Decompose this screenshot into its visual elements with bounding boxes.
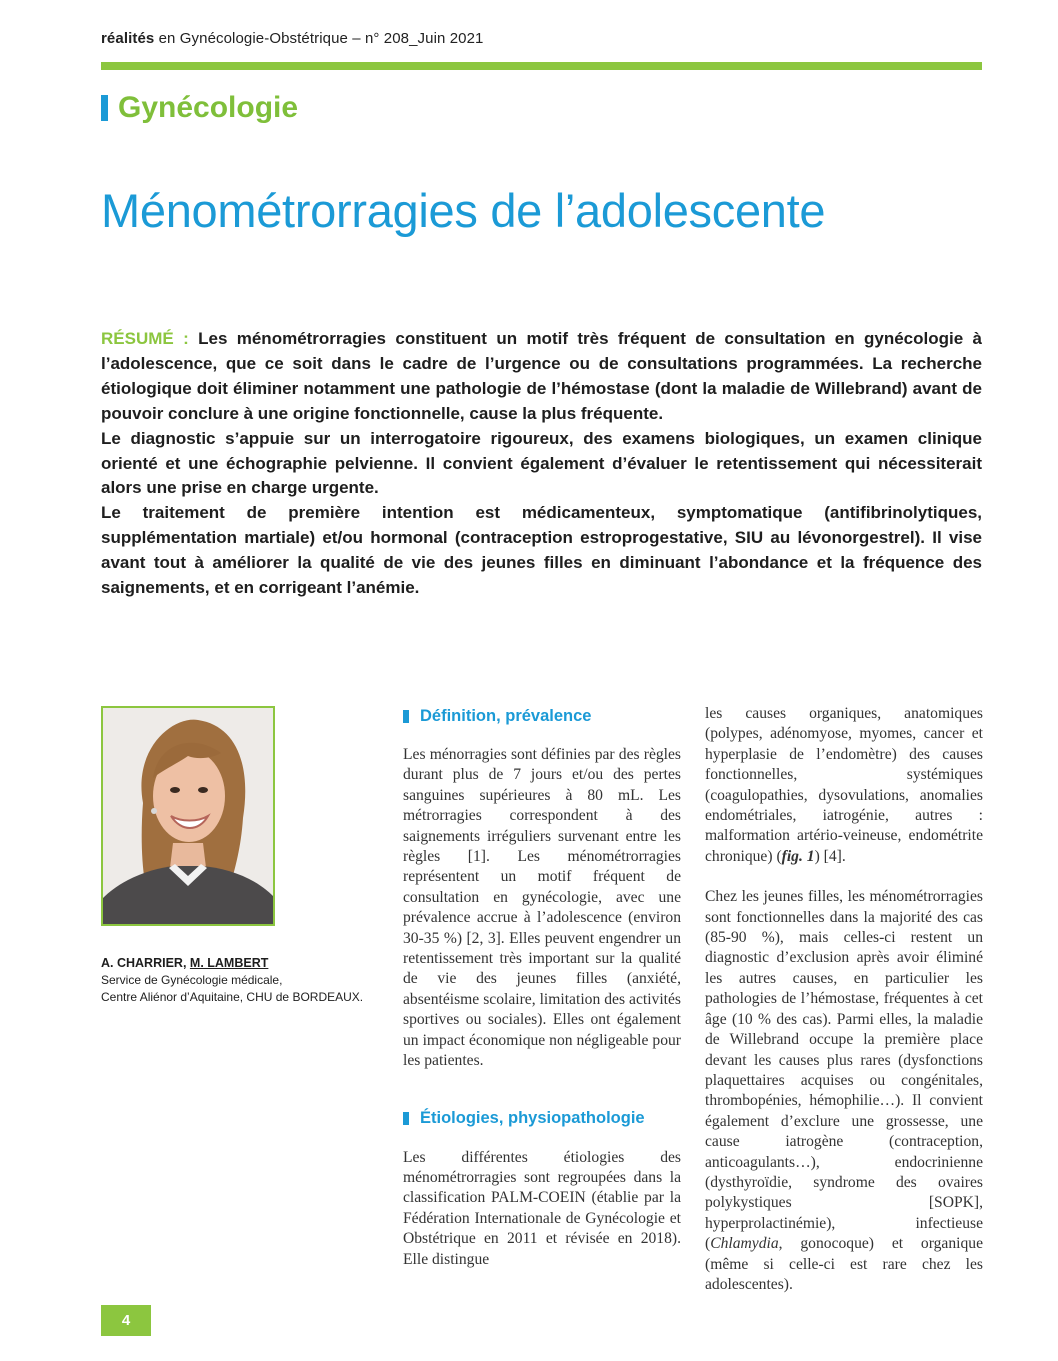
author-portrait-image: [103, 708, 273, 924]
author-block: [101, 955, 363, 1006]
abstract-p1-text: Les ménométrorragies constituent un motif très fréquent de consultation en gynécologie à l’adolescence, que ce soit dans le cadre de l’urgence ou de consultations programmées. La recherche étiologique doit éliminer notamment une pathologie de l’hémostase (dont la maladie de Willebrand) avant de pouvoir conclure à une origine fonctionnelle, cause la plus fréquente.: [101, 329, 982, 423]
figure-ref: fig. 1: [781, 847, 815, 865]
right-p2-text: Chez les jeunes filles, les ménométrorragies sont fonctionnelles dans la majorité des cas (85-90 %), mais celles-ci restent un diagnostic d’exclusion après avoir éliminé les autres causes, en particulier les pathologies de l’hémostase, fréquentes à cet âge (10 % des cas). Parmi elles, la maladie de Willebrand occupe la première place devant les causes plus rares (dysfonctions plaquettaires acquises ou congénitales, thrombopénies, hémophilie…). Il convient également d’exclure une grossesse, une cause iatrogène (contraception, anticoagulants…), endocrinienne (dysthyroïdie, syndrome des ovaires polykystiques [SOPK], hyperprolactinémie), infectieuse (: [705, 888, 983, 1253]
page-number: 4: [101, 1305, 151, 1336]
right-p1-end: ) [4].: [814, 847, 846, 865]
section-label: Gynécologie: [118, 91, 299, 124]
heading-square-icon: [403, 1112, 409, 1125]
italic-term: Chlamydia: [710, 1235, 779, 1253]
journal-name: réalités: [101, 30, 155, 47]
section-tag: [101, 90, 298, 126]
heading-definition-text: Définition, prévalence: [420, 706, 592, 725]
abstract-p1: [101, 327, 982, 427]
author-1: A. CHARRIER,: [101, 956, 190, 970]
etiologies-text: Les différentes étiologies des ménométrorragies sont regroupées dans la classification PALM-COEIN (établie par la Fédération Internationale de Gynécologie et Obstétrique en 2011 et révisée en 2018). Elle distingue: [403, 1148, 681, 1268]
abstract: [101, 327, 982, 601]
abstract-label: RÉSUMÉ :: [101, 329, 189, 348]
heading-etiologies: [403, 1107, 681, 1131]
heading-etiologies-text: Étiologies, physiopathologie: [420, 1109, 645, 1128]
author-names: [101, 955, 363, 972]
right-column: [705, 704, 983, 1295]
right-col-paragraph-1: [705, 704, 983, 867]
right-p2-end: , gonocoque) et organique (même si celle-ci est rare chez les adolescentes).: [705, 1235, 983, 1293]
article-title: Ménométrorragies de l’adolescente: [101, 184, 826, 237]
heading-definition: [403, 704, 681, 728]
issue-info: en Gynécologie-Obstétrique – n° 208_Juin 2021: [154, 30, 484, 47]
middle-column: [403, 704, 681, 1270]
affiliation-line-1: Service de Gynécologie médicale,: [101, 973, 283, 987]
abstract-p3: Le traitement de première intention est médicamenteux, symptomatique (antifibrinolytiques, supplémentation martiale) et/ou hormonal (contraception estroprogestative, SIU au lévonorgestrel). Il vise avant tout à améliorer la qualité de vie des jeunes filles en diminuant l’abondance et la fréquence des saignements, et en corrigeant l’anémie.: [101, 503, 982, 598]
abstract-p2: Le diagnostic s’appuie sur un interrogatoire rigoureux, des examens biologiques, un examen clinique orienté et une échographie pelvienne. Il convient également d’évaluer le retentissement qui nécessiterait alors une prise en charge urgente.: [101, 428, 982, 498]
author-photo: [101, 706, 275, 926]
right-p1-text: les causes organiques, anatomiques (polypes, adénomyose, myomes, cancer et hyperplasie de l’endomètre) des causes fonctionnelles, systémiques (coagulopathies, dysovulations, anomalies endométriales, iatrogénie, autres : malformation artério-veineuse, endométrite chronique) (: [705, 705, 983, 865]
heading-square-icon: [403, 710, 409, 723]
top-rule: [101, 62, 982, 70]
running-head: [101, 30, 484, 47]
author-2: M. LAMBERT: [189, 956, 269, 970]
definition-text: Les ménorragies sont définies par des règles durant plus de 7 jours et/ou des pertes sanguines supérieures à 80 mL. Les métrorragies correspondent à des saignements irréguliers survenant entre les règles [1]. Les ménométrorragies représentent un motif fréquent de consultation en gynécologie, avec une prévalence accrue à l’adolescence (environ 30-35 %) [2, 3]. Elles peuvent engendrer un retentissement très important sur la qualité de vie des jeunes filles (anxiété, absentéisme scolaire, limitation des activités sportives ou sociales). Elles ont également un impact économique non négligeable pour les patientes.: [403, 746, 681, 1070]
affiliation-line-2: Centre Aliénor d’Aquitaine, CHU de BORDEAUX.: [101, 990, 364, 1004]
right-col-paragraph-2: [705, 887, 983, 1295]
section-bar-icon: [101, 95, 108, 121]
